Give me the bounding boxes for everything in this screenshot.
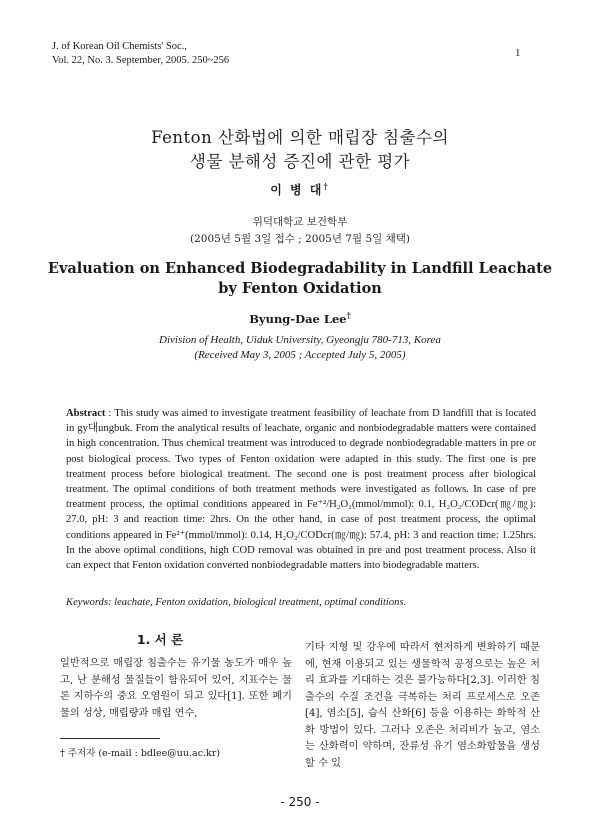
abstract-text: This study was aimed to investigate treatment feasibility of leachate from D landfill that is located in gy대ungbuk. From the analytical results of leachate, organic and nonbiodegradable matters were contained in high concentration. Thus chemical treatment was introduced to degrade nonbiodegradable matters in pre or post biological process. Two types of Fenton oxidation were adapted in this study. The first one is pre treatment process before biological treatment. The second one is post treatment process after biological treatment. The optimal conditions of both treatment methods were investigated as follows. In case of pre treatment process, the optimal conditions appeared in Fe⁺²/H₂O₂(mmol/mmol): 0.1, H₂O₂/CODcr(㎎/㎎): 27.0, pH: 3 and reaction time: 2hrs. On the other hand, in case of post treatment process, the optimal conditions appeared in Fe²⁺(mmol/mmol): 0.14, H₂O₂/CODcr(㎎/㎎): 57.4, pH: 3 and reaction time: 1.25hrs. In the above optimal conditions, high COD removal was obtained in pre and post treatment process. Also it can expect that Fenton oxidation converted nonbiodegradable matters into biodegradable matters.: [66, 408, 536, 572]
page-number-top: 1: [515, 47, 521, 59]
english-affiliation: Division of Health, Uiduk University, Gyeongju 780-713, Korea: [159, 334, 441, 346]
footnote: † 주저자 (e-mail : bdlee@uu.ac.kr): [60, 748, 221, 759]
korean-affiliation: 위덕대학교 보건학부: [252, 216, 348, 228]
page-number-bottom: - 250 -: [280, 795, 320, 809]
korean-author-mark: †: [323, 181, 330, 191]
section-title: 1. 서 론: [136, 632, 184, 647]
journal-line-2: Vol. 22, No. 3. September, 2005. 250~256: [52, 55, 230, 66]
english-title-line-1: Evaluation on Enhanced Biodegradability in Landfill Leachate: [47, 260, 553, 277]
body-right-column: 기타 지형 및 강우에 따라서 현저하게 변화하기 때문에, 현재 이용되고 있는 생물학적 공정으로는 높은 처리 효과를 기대하는 것은 불가능하다[2,3]. 이러한 침출수의 수질 조건을 극복하는 처리 프로세스로 오존[4], 염소[5], 습식 산화[6] 등을 이용하는 화학적 산화 방법이 있다. 그러나 오존은 처리비가 높고, 염소는 산화력이 약하며, 잔류성 유기 염소화합물을 생성할 수 있: [305, 642, 540, 769]
journal-citation: [52, 40, 229, 68]
abstract-label: Abstract: [66, 408, 106, 419]
abstract-separator: :: [105, 408, 115, 419]
abstract: [66, 406, 536, 573]
body-left-column: 일반적으로 매립장 침출수는 유기물 농도가 매우 높고, 난 분해성 물질들이 함유되어 있어, 지표수는 물론 지하수의 중요 오염원이 되고 있다[1]. 또한 폐기물의 성상, 매립량과 매립 연수,: [60, 658, 292, 719]
english-author-mark: †: [346, 310, 351, 320]
english-author-name: Byung-Dae Lee: [249, 311, 347, 326]
english-title-line-2: by Fenton Oxidation: [218, 280, 382, 297]
footnote-divider: [60, 738, 160, 739]
english-dates: (Received May 3, 2005 ; Accepted July 5, 2005): [194, 349, 406, 361]
korean-title-line-1: Fenton 산화법에 의한 매립장 침출수의: [151, 128, 449, 147]
journal-line-1: J. of Korean Oil Chemists' Soc.,: [52, 41, 187, 52]
korean-author: [40, 181, 560, 198]
english-author: [40, 310, 560, 326]
korean-author-name: 이 병 대: [270, 183, 324, 197]
keywords: Keywords: leachate, Fenton oxidation, biological treatment, optimal conditions.: [66, 597, 407, 608]
korean-title-line-2: 생물 분해성 증진에 관한 평가: [189, 152, 411, 171]
korean-dates: (2005년 5월 3일 접수 ; 2005년 7월 5일 채택): [189, 233, 411, 245]
